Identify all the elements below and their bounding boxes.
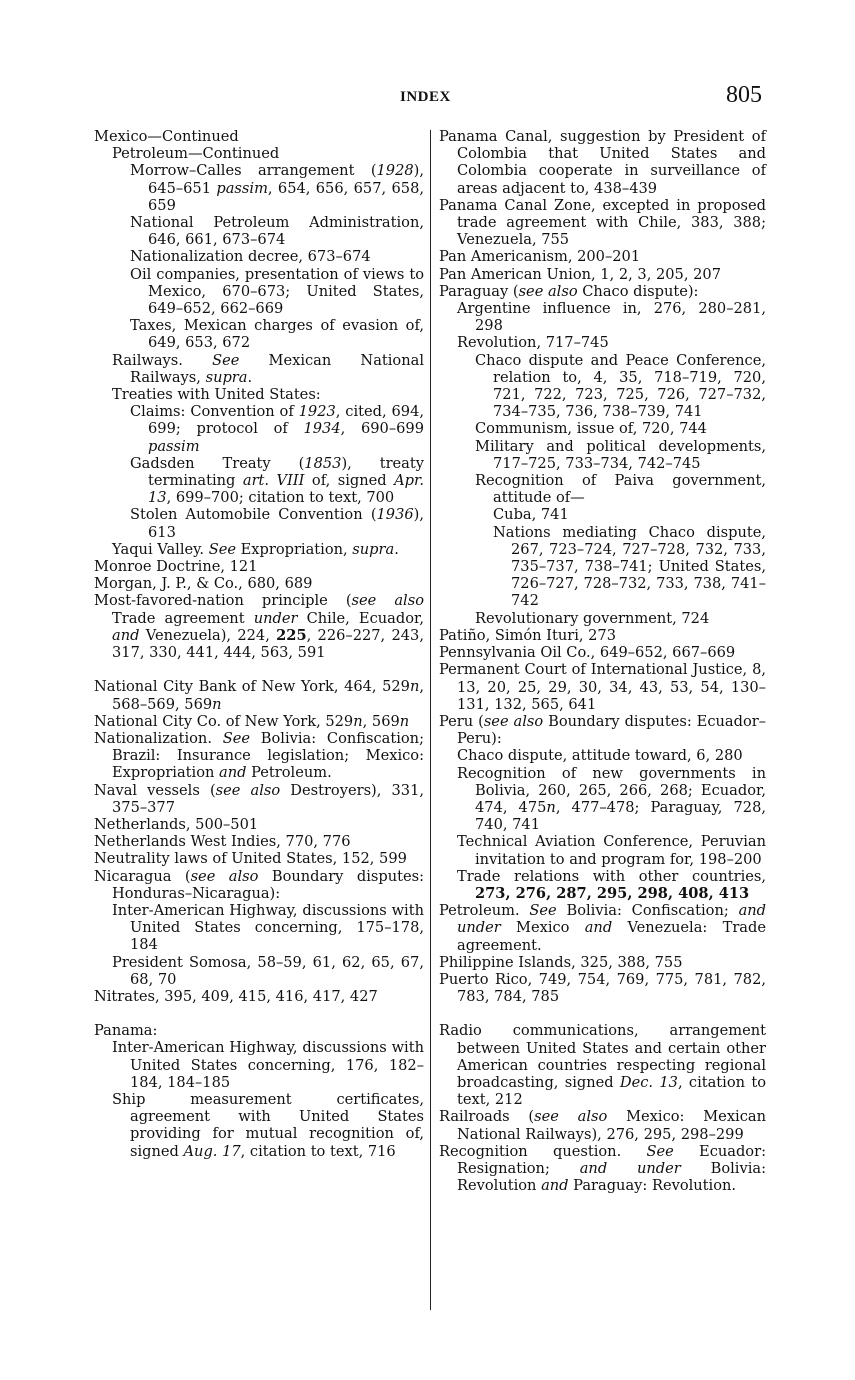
index-entry: Petroleum. See Bolivia: Confiscation; and under Mexico and Venezuela: Trade agreement.: [439, 902, 767, 954]
index-entry: Railroads (see also Mexico: Mexican National Railways), 276, 295, 298–299: [439, 1108, 766, 1143]
index-subentry: Inter-American Highway, discussions with United States concerning, 176, 182–184, 184–185: [112, 1039, 424, 1091]
index-entry: Nicaragua (see also Boundary disputes: Honduras–Nicaragua):: [94, 867, 424, 902]
index-entry: Neutrality laws of United States, 152, 599: [94, 850, 407, 868]
index-entry: Naval vessels (see also Destroyers), 331, 375–377: [94, 781, 424, 816]
index-subentry: Nationalization decree, 673–674: [130, 248, 371, 266]
index-entry: Morgan, J. P., & Co., 680, 689: [94, 575, 313, 593]
index-subentry: Communism, issue of, 720, 744: [475, 420, 707, 438]
index-subentry: Ship measurement certificates, agreement with United States providing for mutual recognition of, signed Aug. 17, citation to text, 716: [112, 1090, 424, 1160]
index-entry: Most-favored-nation principle (see also Trade agreement under Chile, Ecuador, and Venezuela), 224, 225, 226–227, 243, 317, 330, 441, 444, 563, 591: [94, 592, 424, 662]
index-entry: Puerto Rico, 749, 754, 769, 775, 781, 782, 783, 784, 785: [439, 970, 766, 1006]
index-subentry: National Petroleum Administration, 646, 661, 673–674: [130, 214, 424, 249]
index-subentry: Yaqui Valley. See Expropriation, supra.: [112, 540, 399, 558]
index-entry: Nitrates, 395, 409, 415, 416, 417, 427: [94, 987, 378, 1005]
index-subentry: Recognition of Paiva government, attitude of—: [475, 472, 766, 507]
index-entry: Nationalization. See Bolivia: Confiscation; Brazil: Insurance legislation; Mexico: Expropriation and Petroleum.: [94, 729, 424, 782]
index-entry: Pan American Union, 1, 2, 3, 205, 207: [439, 265, 721, 283]
index-entry: Peru (see also Boundary disputes: Ecuador–Peru):: [439, 712, 767, 748]
index-subentry: Taxes, Mexican charges of evasion of, 649, 653, 672: [130, 317, 424, 352]
index-subentry: Claims: Convention of 1923, cited, 694, 699; protocol of 1934, 690–699 passim: [130, 403, 425, 455]
index-subentry: Stolen Automobile Convention (1936), 613: [130, 506, 424, 541]
index-entry: Permanent Court of International Justice, 8, 13, 20, 25, 29, 30, 34, 43, 53, 54, 130–131, 132, 565, 641: [439, 661, 766, 713]
index-entry: Netherlands, 500–501: [94, 815, 259, 833]
index-entry: Monroe Doctrine, 121: [94, 558, 258, 576]
index-entry: Pan Americanism, 200–201: [439, 248, 641, 266]
index-subentry: Chaco dispute and Peace Conference, relation to, 4, 35, 718–719, 720, 721, 722, 723, 725, 726, 727–732, 734–735, 736, 738–739, 741: [475, 351, 766, 421]
entry-gap: [94, 661, 424, 678]
index-subentry: Revolutionary government, 724: [475, 609, 710, 627]
index-subentry: Oil companies, presentation of views to Mexico, 670–673; United States, 649–652, 662–669: [130, 265, 424, 318]
index-subentry: Petroleum—Continued: [112, 145, 280, 163]
index-entry: National City Co. of New York, 529n, 569n: [94, 712, 410, 730]
index-subentry: Treaties with United States:: [112, 386, 321, 404]
index-column-left: [94, 128, 424, 1160]
index-subentry: President Somosa, 58–59, 61, 62, 65, 67, 68, 70: [112, 953, 424, 988]
index-entry: Mexico—Continued: [94, 128, 239, 145]
index-entry: Panama Canal, suggestion by President of Colombia that United States and Colombia cooperate in surveillance of areas adjacent to, 438–439: [439, 128, 766, 197]
index-subentry: Technical Aviation Conference, Peruvian invitation to and program for, 198–200: [457, 833, 766, 868]
index-subentry: Revolution, 717–745: [457, 334, 609, 352]
index-entry: Panama:: [94, 1022, 158, 1040]
index-entry: Philippine Islands, 325, 388, 755: [439, 953, 683, 971]
index-subentry: Recognition of new governments in Bolivia, 260, 265, 266, 268; Ecuador, 474, 475n, 477–478; Paraguay, 728, 740, 741: [457, 764, 766, 834]
index-subentry: Cuba, 741: [493, 506, 569, 524]
index-entry: National City Bank of New York, 464, 529n, 568–569, 569n: [94, 678, 424, 713]
index-subentry: Nations mediating Chaco dispute, 267, 723–724, 727–728, 732, 733, 735–737, 738–741; United States, 726–727, 728–732, 733, 738, 741–742: [493, 523, 766, 610]
entry-gap: [94, 1005, 424, 1022]
index-column-right: [439, 128, 766, 1194]
entry-gap: [439, 1005, 766, 1022]
running-title: INDEX: [400, 89, 451, 105]
index-entry: Paraguay (see also Chaco dispute):: [439, 282, 699, 300]
index-subentry: Inter-American Highway, discussions with United States concerning, 175–178, 184: [112, 901, 424, 954]
index-subentry: Railways. See Mexican National Railways, supra.: [112, 351, 424, 386]
index-entry: Radio communications, arrangement between United States and certain other American countries respecting regional broadcasting, signed Dec. 13, citation to text, 212: [439, 1022, 766, 1109]
index-entry: Pennsylvania Oil Co., 649–652, 667–669: [439, 644, 736, 662]
index-subentry: Chaco dispute, attitude toward, 6, 280: [457, 747, 743, 765]
index-subentry: Trade relations with other countries, 273, 276, 287, 295, 298, 408, 413: [457, 867, 766, 902]
index-entry: Panama Canal Zone, excepted in proposed trade agreement with Chile, 383, 388; Venezuela, 755: [439, 196, 766, 249]
index-subentry: Military and political developments, 717–725, 733–734, 742–745: [475, 437, 766, 472]
index-entry: Patiño, Simón Ituri, 273: [439, 626, 616, 644]
column-divider: [430, 130, 431, 1310]
index-subentry: Argentine influence in, 276, 280–281, 298: [457, 300, 766, 335]
page-header: [0, 80, 855, 116]
index-entry: Netherlands West Indies, 770, 776: [94, 833, 351, 851]
index-subentry: Morrow–Calles arrangement (1928), 645–651 passim, 654, 656, 657, 658, 659: [130, 162, 424, 214]
page-number: 805: [726, 82, 762, 108]
index-entry: Recognition question. See Ecuador: Resignation; and under Bolivia: Revolution and Paraguay: Revolution.: [439, 1142, 766, 1195]
index-subentry: Gadsden Treaty (1853), treaty terminating art. VIII of, signed Apr. 13, 699–700; citation to text, 700: [130, 454, 425, 507]
